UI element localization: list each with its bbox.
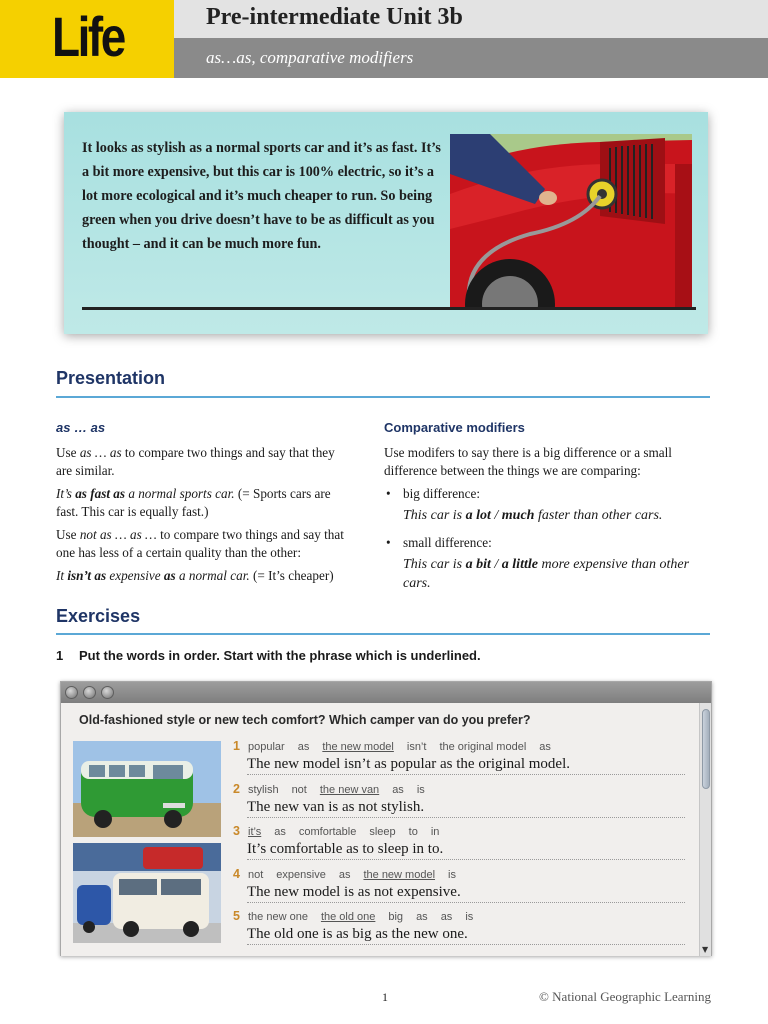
as-as-rule-1: Use as … as to compare two things and say that they are similar. [56, 444, 335, 478]
modifiers-column [384, 419, 714, 601]
presentation-title: Presentation [56, 368, 166, 388]
item-3-prompt: 3 it’s as comfortable sleep to in [233, 824, 440, 838]
vertical-scrollbar[interactable] [699, 703, 711, 956]
unit-title-bar [174, 0, 768, 38]
window-zoom-button[interactable] [101, 686, 114, 699]
item-1-prompt: 1 popular as the new model isn’t the original model as [233, 739, 551, 753]
as-as-heading: as … as [56, 420, 106, 435]
exercise-content [61, 703, 711, 956]
exercise-number: 1 [56, 648, 64, 663]
exercise-item-4 [233, 867, 693, 900]
window-title-bar [61, 682, 711, 703]
unit-subtitle-bar [174, 38, 768, 78]
item-1-answer-field[interactable]: The new model isn’t as popular as the original model. [247, 755, 685, 775]
big-difference-example: This car is a lot / much faster than other cars. [403, 508, 663, 523]
exercise-instruction-text: Put the words in order. Start with the phrase which is underlined. [79, 648, 481, 663]
as-as-rule-2: Use not as … as … to compare two things and say that one has less of a certain quality than the other: [56, 526, 344, 560]
small-difference-example: This car is a bit / a little more expensive than other cars. [403, 557, 690, 591]
new-camper-van-photo [73, 843, 221, 943]
copyright-notice: © National Geographic Learning [539, 989, 711, 1004]
intro-box [64, 112, 708, 334]
as-as-column [56, 419, 352, 589]
item-3-answer-field[interactable]: It’s comfortable as to sleep in to. [247, 840, 685, 860]
life-logo [0, 0, 174, 78]
item-5-answer-field[interactable]: The old one is as big as the new one. [247, 925, 685, 945]
as-as-example-1: It’s as fast as a normal sports car. (= Sports cars are fast. This car is equally fast.) [56, 485, 331, 519]
exercise-item-2 [233, 782, 693, 815]
item-4-answer-field[interactable]: The new model is as not expensive. [247, 883, 685, 903]
page-number: 1 [382, 990, 388, 1004]
page-header [0, 0, 768, 78]
intro-text: It looks as stylish as a normal sports car and it’s as fast. It’s a bit more expensive, but this car is 100% electric, so it’s a lot more ecological and it’s much cheaper to run. So being green when you drive doesn’t have to be as difficult as you thought – and it can be much more fun. [82, 140, 441, 252]
old-camper-van-photo [73, 741, 221, 837]
item-2-answer-field[interactable]: The new van is as not stylish. [247, 798, 685, 818]
scrollbar-thumb[interactable] [702, 709, 710, 789]
window-close-button[interactable] [65, 686, 78, 699]
exercise-item-1 [233, 739, 693, 772]
modifiers-heading: Comparative modifiers [384, 420, 525, 435]
bullet-big-difference: • big difference: [384, 485, 714, 504]
intro-divider [82, 307, 696, 310]
exercise-question: Old-fashioned style or new tech comfort? Which camper van do you prefer? [79, 713, 531, 727]
exercise-item-3 [233, 824, 693, 857]
as-as-example-2: It isn’t as expensive as a normal car. (= It’s cheaper) [56, 567, 334, 583]
scroll-down-arrow-icon[interactable]: ▼ [702, 945, 709, 954]
exercises-title: Exercises [56, 606, 141, 626]
exercise-item-5 [233, 909, 693, 942]
item-5-prompt: 5 the new one the old one big as as is [233, 909, 474, 923]
window-minimize-button[interactable] [83, 686, 96, 699]
unit-subtitle: as…as, comparative modifiers [206, 48, 414, 67]
exercise-instruction [56, 648, 481, 663]
electric-car-photo [450, 134, 692, 308]
bullet-small-difference: • small difference: [384, 534, 714, 553]
item-4-prompt: 4 not expensive as the new model is [233, 867, 456, 881]
exercise-window [60, 681, 712, 956]
item-2-prompt: 2 stylish not the new van as is [233, 782, 425, 796]
presentation-rule [56, 396, 710, 398]
modifiers-rule: Use modifers to say there is a big difference or a small difference between the things we are comparing: [384, 444, 672, 478]
logo-text: Life [52, 5, 124, 68]
unit-title: Pre-intermediate Unit 3b [206, 4, 463, 30]
exercises-rule [56, 633, 710, 635]
